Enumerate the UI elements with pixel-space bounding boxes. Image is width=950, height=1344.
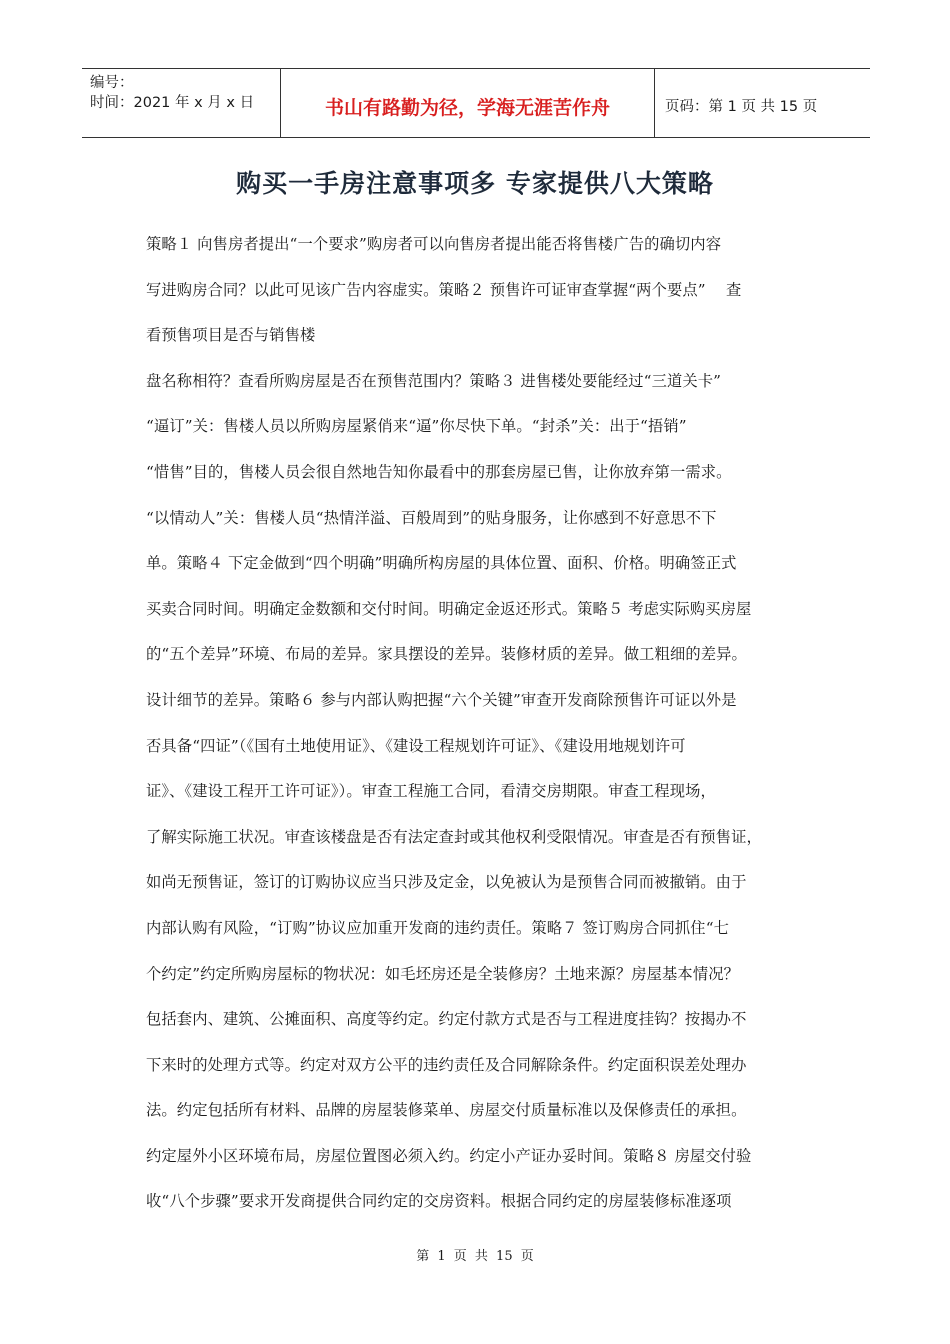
body-line: 内部认购有风险，“订购”协议应加重开发商的违约责任。策略７ 签订购房合同抓住“七: [146, 918, 730, 937]
body-line: 单。策略４ 下定金做到“四个明确”明确所构房屋的具体位置、面积、价格。明确签正式: [146, 554, 737, 573]
body-line: 下来时的处理方式等。约定对双方公平的违约责任及合同解除条件。约定面积误差处理办: [146, 1055, 747, 1074]
body-line: 如尚无预售证，签订的订购协议应当只涉及定金，以免被认为是预售合同而被撤销。由于: [146, 873, 747, 892]
header-page-info: 页码：第 1 页 共 15 页: [665, 98, 818, 115]
body-line: 个约定”约定所购房屋标的物状况：如毛坯房还是全装修房？土地来源？房屋基本情况？: [146, 964, 740, 983]
body-line: 约定屋外小区环境布局，房屋位置图必须入约。约定小产证办妥时间。策略８ 房屋交付验: [146, 1146, 752, 1165]
document-title: 购买一手房注意事项多 专家提供八大策略: [236, 169, 714, 198]
body-line: 法。约定包括所有材料、品牌的房屋装修菜单、房屋交付质量标准以及保修责任的承担。: [146, 1101, 747, 1120]
body-line: 买卖合同时间。明确定金数额和交付时间。明确定金返还形式。策略５ 考虑实际购买房屋: [146, 599, 752, 618]
body-line: 策略１ 向售房者提出“一个要求”购房者可以向售房者提出能否将售楼广告的确切内容: [146, 235, 722, 253]
body-line: 了解实际施工状况。审查该楼盘是否有法定查封或其他权利受限情况。审查是否有预售证，: [146, 827, 762, 846]
page-footer: 第 1 页 共 15 页: [416, 1249, 534, 1264]
header-meta: [82, 69, 280, 137]
body-line: 的“五个差异”环境、布局的差异。家具摆设的差异。装修材质的差异。做工粗细的差异。: [146, 645, 747, 664]
code-label: 编号：: [90, 75, 134, 91]
body-line: 收“八个步骤”要求开发商提供合同约定的交房资料。根据合同约定的房屋装修标准逐项: [146, 1192, 732, 1211]
body-line: “惜售”目的，售楼人员会很自然地告知你最看中的那套房屋已售，让你放弃第一需求。: [146, 462, 732, 481]
body-line: “以情动人”关：售楼人员“热情洋溢、百般周到”的贴身服务，让你感到不好意思不下: [146, 508, 717, 527]
document-header: [82, 68, 870, 138]
header-motto: 书山有路勤为径，学海无涯苦作舟: [280, 69, 655, 137]
document-body: [146, 232, 826, 1235]
body-line: 设计细节的差异。策略６ 参与内部认购把握“六个关键”审查开发商除预售许可证以外是: [146, 690, 737, 709]
body-line: 看预售项目是否与销售楼: [146, 326, 316, 345]
body-line: 写进购房合同？以此可见该广告内容虚实。策略２ 预售许可证审查掌握“两个要点” 查: [146, 280, 742, 299]
body-line: 否具备“四证”（《国有土地使用证》、《建设工程规划许可证》、《建设用地规划许可: [146, 736, 686, 755]
body-line: “逼订”关：售楼人员以所购房屋紧俏来“逼”你尽快下单。“封杀”关：出于“捂销”: [146, 417, 687, 436]
date-label: 时间：2021 年 x 月 x 日: [90, 95, 255, 111]
body-line: 盘名称相符？查看所购房屋是否在预售范围内？策略３ 进售楼处要能经过“三道关卡”: [146, 371, 722, 390]
body-line: 证》、《建设工程开工许可证》）。审查工程施工合同，看清交房期限。审查工程现场，: [146, 782, 716, 801]
body-line: 包括套内、建筑、公摊面积、高度等约定。约定付款方式是否与工程进度挂钩？按揭办不: [146, 1010, 747, 1029]
